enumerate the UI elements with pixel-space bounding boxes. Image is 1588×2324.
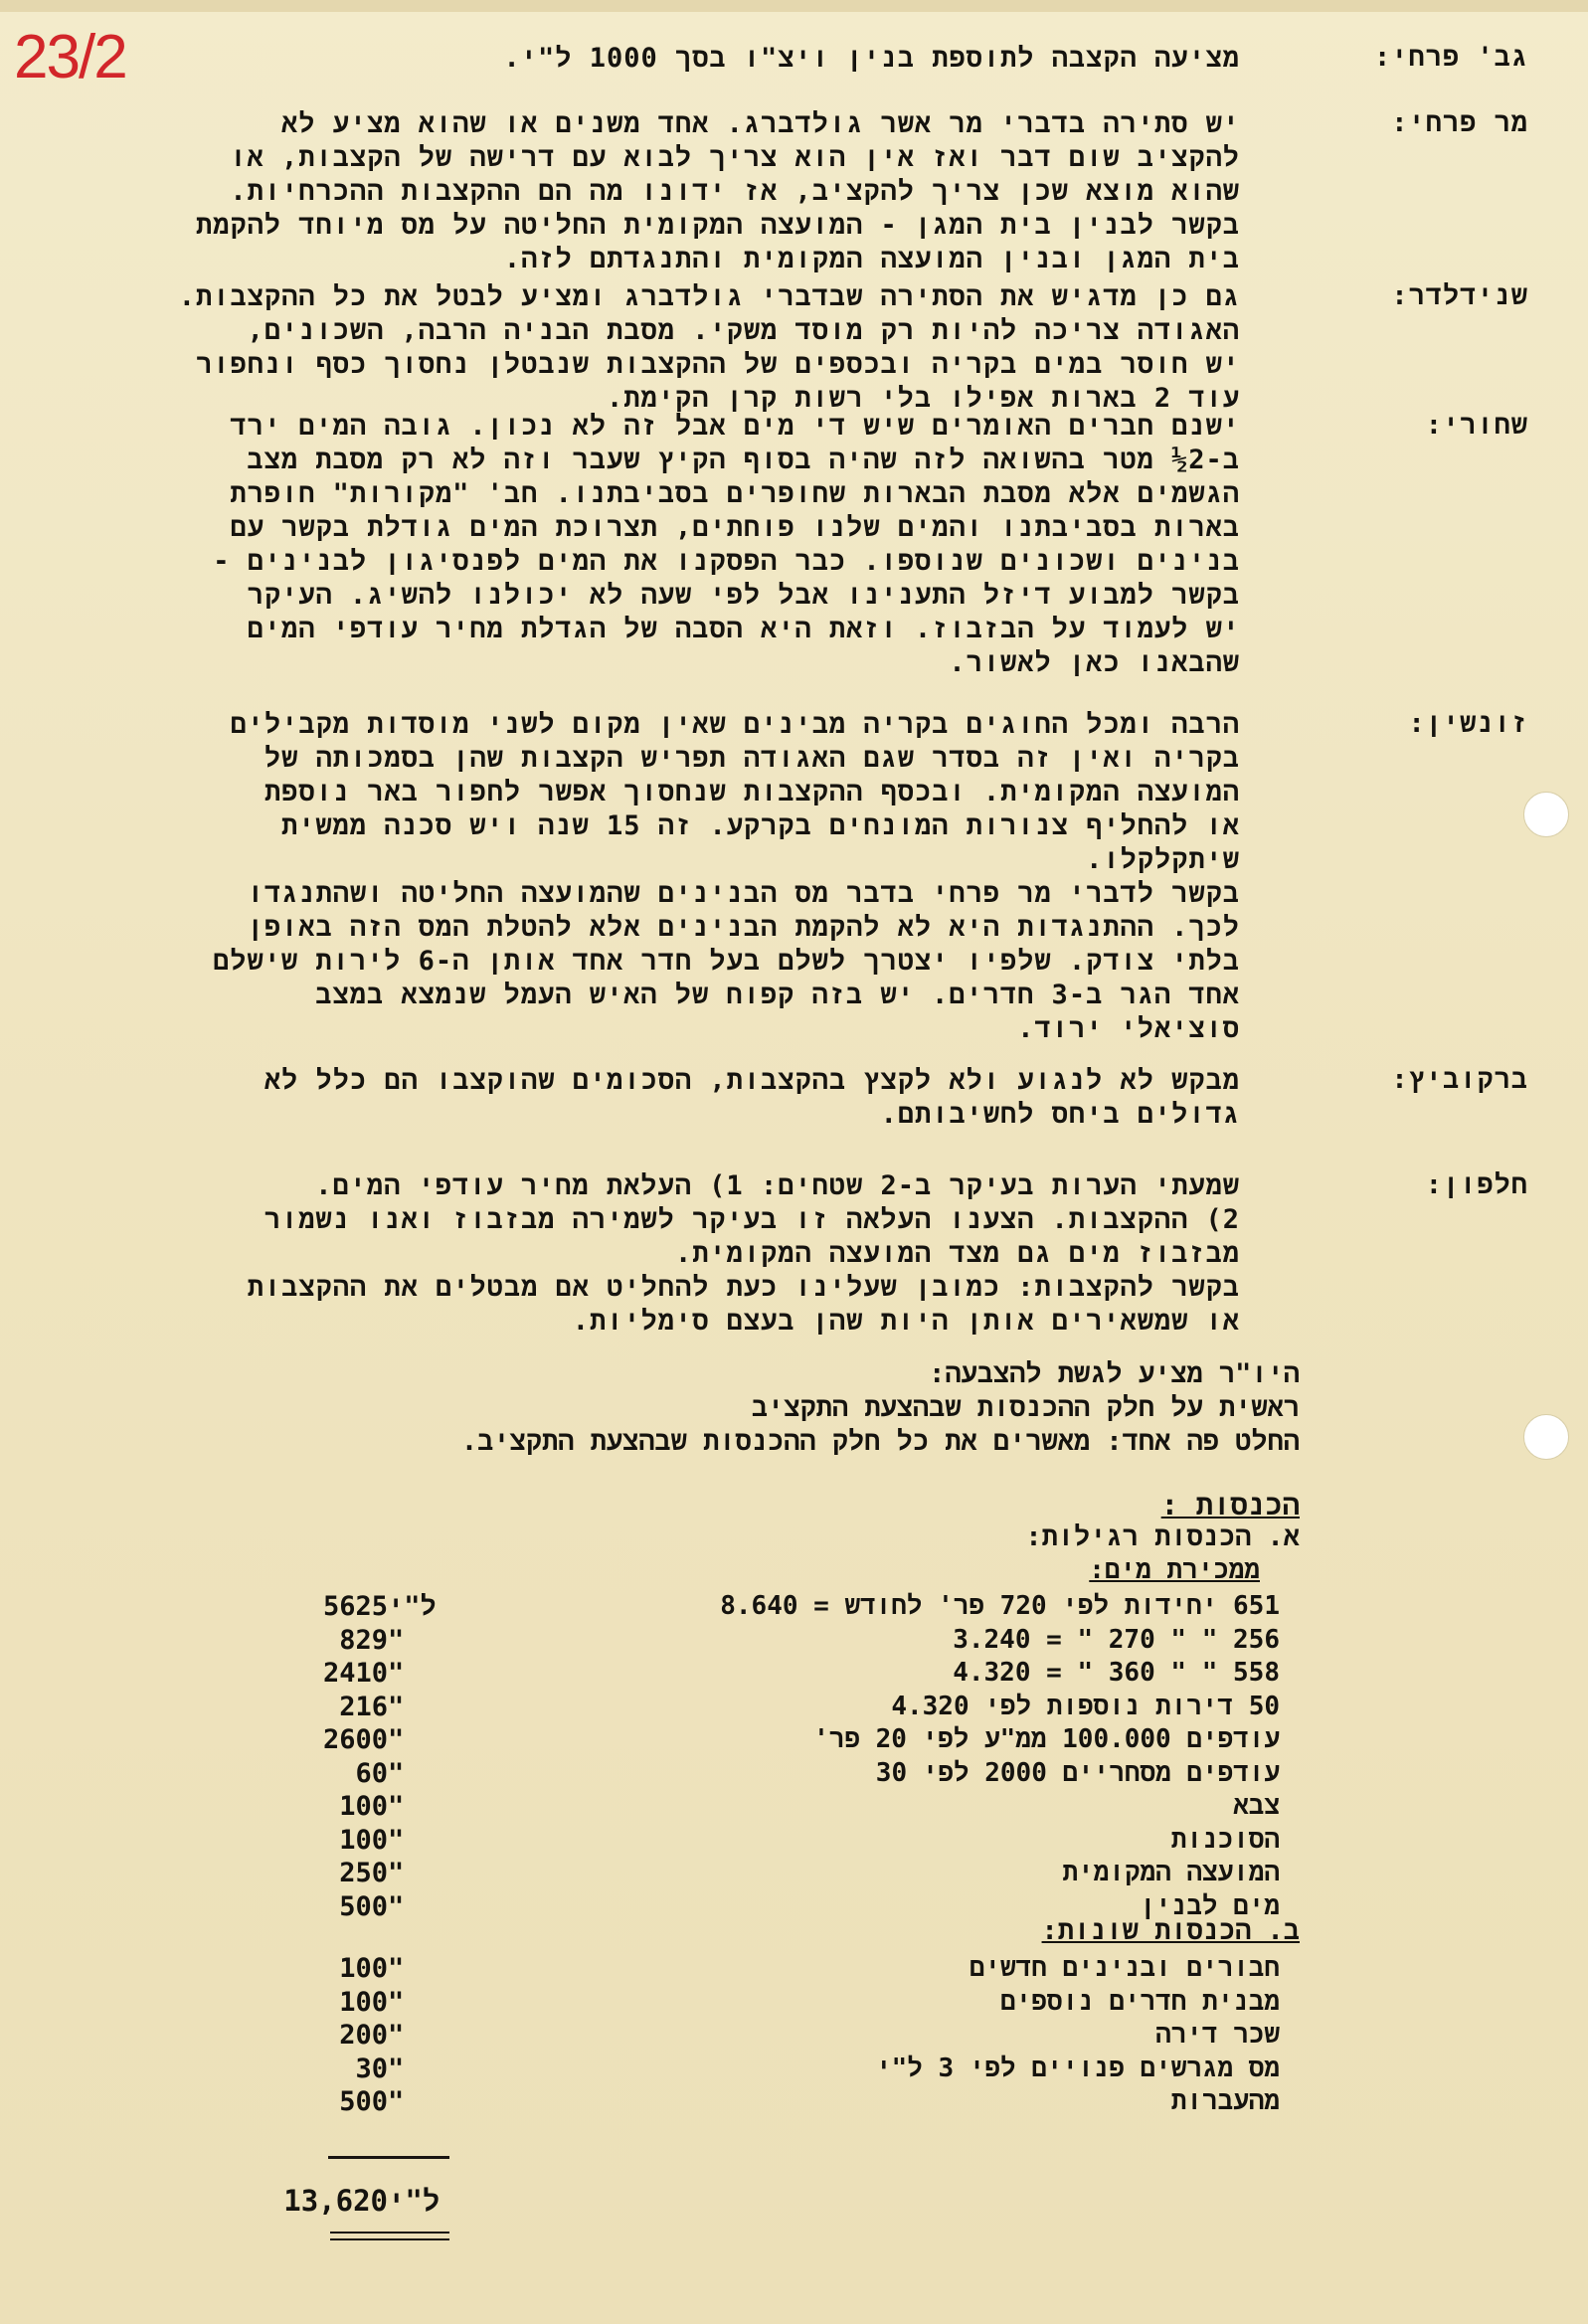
text-line: יש לעמוד על הבזבוז. וזאת היא הסבה של הגדלת מחיר עודפי המים: [247, 614, 1240, 644]
speaker-entry: [60, 410, 1528, 680]
ditto-mark: ": [388, 1824, 405, 1856]
ditto-mark: ": [388, 1953, 405, 1984]
ditto-mark: ": [388, 1624, 405, 1656]
budget-title: הכנסות :: [1160, 1488, 1300, 1521]
speaker-text: [60, 1064, 1240, 1132]
speaker-name: ברקוביץ:: [1391, 1064, 1528, 1095]
budget-row-label: המועצה המקומית: [1062, 1858, 1280, 1887]
text-line: מבקש לא לנגוע ולא לקצץ בהקצבות, הסכומים שהוקצבו הם כלל לא: [264, 1065, 1240, 1096]
budget-row-amount: [278, 2054, 447, 2084]
vote-line: החלט פה אחד: מאשרים את כל חלק ההכנסות שבהצעת התקציב.: [460, 1426, 1300, 1457]
amount-value: 5625: [322, 1591, 388, 1622]
speaker-text: [60, 708, 1240, 1046]
text-line: בקשר להקצבות: כמובן שעלינו כעת להחליט אם מבטלים את ההקצבות: [247, 1272, 1240, 1303]
text-line: אחד הגר ב-3 חדרים. יש בזה קפוח של האיש העמל שנמצא במצב: [315, 980, 1240, 1010]
budget-row-amount: [278, 1891, 447, 1922]
budget-row-label: חבורים ובנינים חדשים: [969, 1953, 1280, 1983]
ditto-mark: ": [388, 1724, 405, 1755]
budget-row-label: 50 דירות נוספות לפי 4.320: [891, 1691, 1280, 1721]
amount-value: 60: [355, 1757, 388, 1789]
text-line: שהוא מוצא שכן צריך להקציב, אז ידונו מה הם ההקצבות ההכרחיות.: [230, 176, 1240, 207]
amount-value: 216: [339, 1691, 388, 1722]
ditto-mark: ": [388, 2053, 405, 2084]
total-double-rule: [330, 2232, 449, 2234]
speaker-name: חלפון:: [1425, 1169, 1528, 1200]
budget-row-amount: [278, 2086, 447, 2117]
speaker-entry: [60, 1169, 1528, 1339]
budget-row-label: מבנית חדרים נוספים: [1000, 1986, 1280, 2017]
text-line: יש סתירה בדברי מר אשר גולדברג. אחד משנים או שהוא מציע לא: [281, 108, 1240, 139]
text-line: בלתי צודק. שלפיו יצטרך לשלם בעל חדר אחד אותן ה-6 לירות שישלם: [213, 946, 1240, 977]
budget-row-label: עודפים 100.000 ממ"ע לפי 20 פר': [813, 1724, 1280, 1754]
speaker-entry: [60, 42, 1528, 76]
text-line: שיתקלקלו.: [1086, 844, 1240, 875]
amount-value: 100: [339, 1953, 388, 1984]
text-line: ישנם חברים האומרים שיש די מים אבל זה לא נכון. גובה המים ירד: [230, 411, 1240, 442]
text-line: בקריה ואין זה בסדר שגם האגודה תפריש הקצבות שהן בסמכותה של: [264, 743, 1240, 774]
speaker-name: זונשין:: [1408, 708, 1528, 739]
section-a-heading: א. הכנסות רגילות:: [1025, 1521, 1300, 1552]
section-b-heading: ב. הכנסות שונות:: [1041, 1915, 1300, 1946]
text-line: ב-2½ מטר בהשואה לזה שהיה בסוף הקיץ שעבר וזה לא רק מסבת מצב: [247, 445, 1240, 475]
budget-row-amount: [278, 2020, 447, 2051]
text-line: להקציב שום דבר ואז אין הוא צריך לבוא עם דרישה של הקצבות, או: [230, 142, 1240, 173]
text-line: 2) ההקצבות. הצענו העלאה זו בעיקר לשמירה מבזבוז ואנו נשמור: [264, 1204, 1240, 1235]
speaker-entry: [60, 708, 1528, 1046]
page-number: 23/2: [14, 23, 126, 91]
budget-row-amount: [278, 1625, 447, 1656]
text-line: יש חוסר במים בקריה ובכספים של ההקצבות שנבטלן נחסוך כסף ונחפור: [196, 349, 1240, 380]
punch-hole: [1523, 1414, 1569, 1460]
text-line: בקשר למבוע דיזל התענינו אבל לפי שעה לא יכולנו להשיג. העיקר: [247, 580, 1240, 611]
ditto-mark: ": [388, 1791, 405, 1822]
speaker-name: שחורי:: [1425, 410, 1528, 441]
currency-label: ל"י: [388, 2184, 441, 2218]
text-line: הגשמים אלא מסבת הבארות שחופרים בסביבתנו. חב' "מקורות" חופרת: [230, 478, 1240, 509]
budget-row-amount: [278, 1758, 447, 1789]
amount-value: 250: [339, 1858, 388, 1888]
amount-value: 500: [339, 1890, 388, 1922]
page-top-edge: [0, 0, 1588, 12]
text-line: שהבאנו כאן לאשור.: [949, 647, 1240, 678]
text-line: בית המגן ובנין המועצה המקומית והתנגדתם לזה.: [503, 244, 1240, 274]
vote-line: ראשית על חלק ההכנסות שבהצעת התקציב: [751, 1392, 1300, 1423]
amount-value: 100: [339, 1824, 388, 1856]
budget-row-label: 256 " " 270 " = 3.240: [953, 1624, 1280, 1655]
budget-row-label: 651 יחידות לפי 720 פר' לחודש = 8.640: [720, 1591, 1280, 1621]
total-double-rule: [330, 2238, 449, 2240]
budget-row-label: מהעברות: [1170, 2086, 1280, 2116]
budget-row-label: מים לבנין: [1140, 1890, 1280, 1921]
amount-value: 30: [355, 2053, 388, 2084]
text-line: המועצה המקומית. ובכסף ההקצבות שנחסוך אפשר לחפור באר נוספת: [264, 777, 1240, 807]
budget-row-amount: [278, 1724, 447, 1755]
speaker-entry: [60, 1064, 1528, 1132]
budget-row-label: שכר דירה: [1155, 2020, 1280, 2050]
speaker-text: [60, 280, 1240, 416]
budget-row-label: עודפים מסחריים 2000 לפי 30: [875, 1757, 1280, 1788]
budget-row-label: מס מגרשים פנויים לפי 3 ל"י: [875, 2053, 1280, 2083]
ditto-mark: ": [388, 2020, 405, 2051]
currency-label: ל"י: [388, 1591, 437, 1622]
text-line: עוד 2 בארות אפילו בלי רשות קרן הקימת.: [607, 383, 1240, 414]
text-line: גם כן מדגיש את הסתירה שבדברי גולדברג ומציע לבטל את כל ההקצבות.: [178, 281, 1240, 312]
text-line: גדולים ביחס לחשיבותם.: [880, 1099, 1240, 1130]
total-value: 13,620: [283, 2184, 388, 2218]
speaker-name: שנידלדר:: [1391, 280, 1528, 311]
amount-value: 500: [339, 2086, 388, 2117]
amount-value: 2600: [322, 1724, 388, 1755]
budget-row-amount: [278, 1858, 447, 1888]
speaker-text: [60, 42, 1240, 76]
budget-row-amount: [278, 1658, 447, 1689]
ditto-mark: ": [388, 1986, 405, 2018]
budget-row-amount: [278, 1825, 447, 1856]
ditto-mark: ": [388, 1890, 405, 1922]
ditto-mark: ": [388, 1691, 405, 1722]
amount-value: 829: [339, 1624, 388, 1656]
text-line: בארות בסביבתנו והמים שלנו פוחתים, תצרוכת המים גודלת בקשר עם: [230, 512, 1240, 543]
text-line: מציעה הקצבה לתוספת בנין ויצ"ו בסך 1000 ל"י.: [503, 43, 1240, 74]
text-line: שמעתי הערות בעיקר ב-2 שטחים: 1) העלאת מחיר עודפי המים.: [315, 1170, 1240, 1201]
budget-row-label: הסוכנות: [1170, 1824, 1280, 1855]
budget-row-label: 558 " " 360 " = 4.320: [953, 1658, 1280, 1688]
text-line: הרבה ומכל החוגים בקריה מבינים שאין מקום לשני מוסדות מקבילים: [230, 709, 1240, 740]
amount-value: 100: [339, 1791, 388, 1822]
ditto-mark: ": [388, 2086, 405, 2117]
speaker-name: גב' פרחי:: [1374, 42, 1528, 73]
text-line: האגודה צריכה להיות רק מוסד משקי. מסבת הבניה הרבה, השכונים,: [247, 315, 1240, 346]
text-line: מבזבוז מים גם מצד המועצה המקומית.: [674, 1238, 1240, 1269]
speaker-entry: [60, 107, 1528, 276]
text-line: בקשר לדברי מר פרחי בדבר מס הבנינים שהמועצה החליטה ושהתנגדו: [247, 878, 1240, 909]
vote-heading: היו"ר מציע לגשת להצבעה:: [929, 1358, 1300, 1389]
text-line: לכך. ההתנגדות היא לא להקמת הבנינים אלא להטלת המס הזה באופן: [247, 912, 1240, 943]
speaker-text: [60, 1169, 1240, 1339]
amount-value: 100: [339, 1986, 388, 2018]
text-line: או להחליף צנורות המונחים בקרקע. זה 15 שנה ויש סכנה ממשית: [280, 810, 1240, 841]
budget-row-amount: [278, 1953, 447, 1984]
amount-value: 200: [339, 2020, 388, 2051]
speaker-text: [60, 410, 1240, 680]
text-line: סוציאלי ירוד.: [1017, 1013, 1240, 1044]
budget-row-amount: [278, 1692, 447, 1722]
water-sales-heading: ממכירת מים:: [1089, 1555, 1260, 1585]
speaker-text: [60, 107, 1240, 276]
budget-total: [278, 2184, 447, 2220]
ditto-mark: ": [388, 1658, 405, 1689]
punch-hole: [1523, 792, 1569, 837]
ditto-mark: ": [388, 1757, 405, 1789]
budget-row-amount: [278, 1791, 447, 1822]
budget-row-amount: [278, 1987, 447, 2018]
ditto-mark: ": [388, 1858, 405, 1888]
speaker-name: מר פרחי:: [1391, 107, 1528, 138]
text-line: בנינים ושכונים שנוספו. כבר הפסקנו את המים לפנסיגון לבנינים -: [213, 546, 1240, 577]
text-line: או שמשאירים אותן היות שהן בעצם סימליות.: [572, 1306, 1240, 1337]
budget-row-label: צבא: [1233, 1791, 1280, 1821]
sum-rule: [328, 2156, 449, 2159]
speaker-entry: [60, 280, 1528, 416]
budget-row-amount: [278, 1591, 447, 1624]
text-line: בקשר לבנין בית המגן - המועצה המקומית החליטה על מס מיוחד להקמת: [196, 210, 1240, 241]
amount-value: 2410: [322, 1658, 388, 1689]
